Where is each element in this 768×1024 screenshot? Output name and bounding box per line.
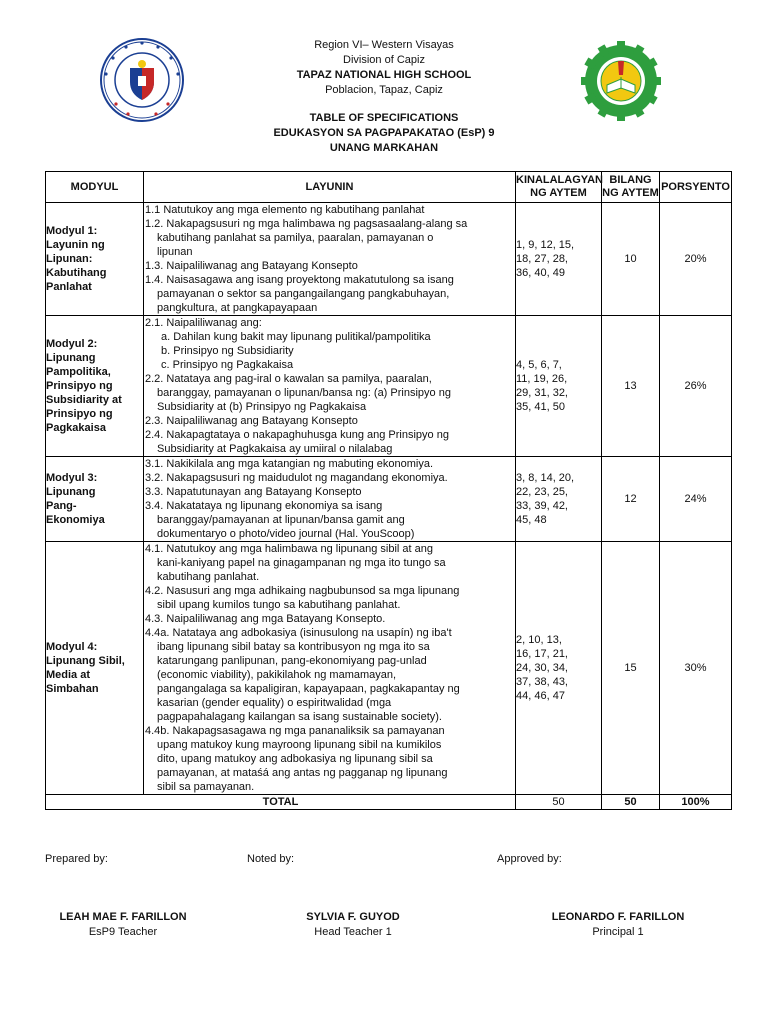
objective-line: 1.4. Naisasagawa ang isang proyektong makatutulong sa isang [145, 274, 454, 286]
objective-item [144, 485, 515, 499]
noted-by-label: Noted by: [247, 853, 295, 865]
total-items: 50 [516, 795, 602, 810]
layunin-cell [144, 457, 516, 542]
objective-item [144, 471, 515, 485]
objective-line: sibil sa pamayanan. [157, 781, 255, 793]
item-count-cell: 15 [602, 542, 660, 795]
modyul-line: Modyul 2: [46, 338, 98, 350]
item-numbers-line: 24, 30, 34, [516, 662, 568, 674]
objective-line: kani-kaniyang papel na ginagampanan ng mga ito tungo sa [157, 557, 446, 569]
objective-item [144, 273, 515, 315]
item-numbers-line: 16, 17, 21, [516, 648, 568, 660]
objective-item [144, 584, 515, 612]
modyul-line: Subsidiarity at [46, 394, 122, 406]
modyul-line: Media at [46, 669, 91, 681]
objective-line: 2.4. Nakapagtataya o nakapaghuhusga kung ang Prinsipyo ng [145, 429, 449, 441]
objective-item [144, 612, 515, 626]
objective-item [144, 414, 515, 428]
objective-line: 4.3. Naipaliliwanag ang mga Batayang Konsepto. [145, 613, 386, 625]
objective-line: 1.1 Natutukoy ang mga elemento ng kabutihang panlahat [145, 204, 425, 216]
modyul-line: Lipunang Sibil, [46, 655, 125, 667]
objective-line: pamayanan o sektor sa pangangailangang pangkabuhayan, [157, 288, 450, 300]
prepared-by-block [48, 910, 198, 940]
objective-item [144, 330, 515, 372]
objective-item [144, 372, 515, 414]
objective-line: pagpapahalagang kailangan sa isang sustainable society). [157, 711, 442, 723]
objective-line: kabutihang panlahat sa pamilya, paaralan, pamayanan o [157, 232, 434, 244]
objective-line: 4.4b. Nakapagsasagawa ng mga pananaliksik sa pamayanan [145, 725, 445, 737]
objective-line: dokumentaryo o photo/video journal (Hal. YouScoop) [157, 528, 415, 540]
modyul-line: Prinsipyo ng [46, 380, 113, 392]
objective-line: pamayanan, at mataśá ang antas ng pagganap ng lipunang [157, 767, 448, 779]
header-layunin: LAYUNIN [144, 172, 516, 203]
modyul-cell [46, 457, 144, 542]
table-header-row [46, 172, 732, 203]
modyul-cell [46, 316, 144, 457]
item-numbers-line: 45, 48 [516, 514, 547, 526]
total-count: 50 [602, 795, 660, 810]
layunin-cell [144, 542, 516, 795]
modyul-cell [46, 542, 144, 795]
objective-item [144, 499, 515, 541]
item-numbers-line: 4, 5, 6, 7, [516, 359, 562, 371]
header-bilang [602, 172, 660, 203]
objective-line: 1.3. Naipaliliwanag ang Batayang Konsepto [145, 260, 358, 272]
objective-item [144, 259, 515, 273]
objective-line: 2.3. Naipaliliwanag ang Batayang Konsepto [145, 415, 358, 427]
item-numbers-line: 1, 9, 12, 15, [516, 239, 575, 251]
header-porsyento: PORSYENTO [660, 172, 732, 203]
item-numbers-line: 2, 10, 13, [516, 634, 562, 646]
percent-cell: 26% [660, 316, 732, 457]
approved-by-block [528, 910, 708, 940]
item-numbers-line: 18, 27, 28, [516, 253, 568, 265]
table-row [46, 457, 732, 542]
item-placement-cell [516, 316, 602, 457]
objective-line: Subsidiarity at Pagkakaisa ay umiiral o nilalabag [157, 443, 393, 455]
modyul-cell [46, 203, 144, 316]
sub-objective-line: c. Prinsipyo ng Pagkakaisa [161, 359, 294, 371]
item-placement-cell [516, 203, 602, 316]
modyul-line: Panlahat [46, 281, 92, 293]
objective-item [144, 217, 515, 259]
modyul-line: Pampolitika, [46, 366, 111, 378]
objective-line: 3.3. Napatutunayan ang Batayang Konsepto [145, 486, 362, 498]
modyul-line: Prinsipyo ng [46, 408, 113, 420]
document-title-block [0, 111, 768, 156]
item-placement-cell [516, 542, 602, 795]
objective-line: Subsidiarity at (b) Prinsipyo ng Pagkakaisa [157, 401, 367, 413]
item-numbers-line: 35, 41, 50 [516, 401, 565, 413]
objective-line: 1.2. Nakapagsusuri ng mga halimbawa ng pagsasaalang-alang sa [145, 218, 468, 230]
objective-line: 3.4. Nakatataya ng lipunang ekonomiya sa isang [145, 500, 383, 512]
sub-objective-line: a. Dahilan kung bakit may lipunang pulitikal/pampolitika [161, 331, 431, 343]
sub-objective-line: b. Prinsipyo ng Subsidiarity [161, 345, 294, 357]
table-of-specifications [45, 171, 732, 810]
item-numbers-line: 37, 38, 43, [516, 676, 568, 688]
percent-cell: 24% [660, 457, 732, 542]
subject-title: EDUKASYON SA PAGPAPAKATAO (EsP) 9 [273, 127, 495, 139]
objective-item [144, 626, 515, 724]
table-row [46, 203, 732, 316]
document-title: TABLE OF SPECIFICATIONS [309, 112, 459, 124]
item-numbers-line: 22, 23, 25, [516, 486, 568, 498]
objective-item [144, 203, 515, 217]
table-row [46, 542, 732, 795]
modyul-line: Ekonomiya [46, 514, 105, 526]
objective-item [144, 316, 515, 330]
objective-line: lipunan [157, 246, 193, 258]
objective-line: ibang lipunang sibil batay sa kontribusyon ng mga ito sa [157, 641, 430, 653]
objective-item [144, 428, 515, 456]
objective-line: 4.2. Nasusuri ang mga adhikaing nagbubunsod sa mga lipunang [145, 585, 460, 597]
modyul-line: Modyul 4: [46, 641, 98, 653]
total-label: TOTAL [46, 795, 516, 810]
approved-by-name: LEONARDO F. FARILLON [551, 911, 685, 923]
modyul-line: Lipunan: [46, 253, 93, 265]
noted-by-block [278, 910, 428, 940]
division-text: Division of Capiz [343, 54, 425, 66]
header-kinalalagyan [516, 172, 602, 203]
noted-by-name: SYLVIA F. GUYOD [306, 911, 400, 923]
total-percent: 100% [660, 795, 732, 810]
item-numbers-line: 3, 8, 14, 20, [516, 472, 575, 484]
item-count-cell: 13 [602, 316, 660, 457]
modyul-line: Pagkakaisa [46, 422, 106, 434]
item-count-cell: 12 [602, 457, 660, 542]
objective-line: baranggay/pamayanan at lipunan/bansa gamit ang [157, 514, 405, 526]
header-bilang-line2: NG AYTEM [602, 187, 659, 199]
objective-line: upang matukoy kung mayroong lipunang sibil na kumikilos [157, 739, 442, 751]
objective-line: 4.4a. Natataya ang adbokasiya (isinusulong na usapín) ng iba't [145, 627, 452, 639]
school-name: TAPAZ NATIONAL HIGH SCHOOL [296, 69, 472, 81]
modyul-line: Kabutihang [46, 267, 107, 279]
header-bilang-line1: BILANG [609, 174, 652, 186]
objective-line: dito, upang matukoy ang adbokasiya ng lipunang sibil sa [157, 753, 433, 765]
approved-by-label: Approved by: [497, 853, 562, 865]
noted-by-title: Head Teacher 1 [314, 926, 392, 938]
approved-by-title: Principal 1 [592, 926, 644, 938]
item-placement-cell [516, 457, 602, 542]
modyul-line: Lipunang [46, 486, 96, 498]
quarter-title: UNANG MARKAHAN [329, 142, 439, 154]
modyul-line: Lipunang [46, 352, 96, 364]
percent-cell: 30% [660, 542, 732, 795]
modyul-line: Simbahan [46, 683, 99, 695]
objective-line: (economic viability), pakikilahok ng mamamayan, [157, 669, 397, 681]
header-kinalalagyan-line1: KINALALAGYAN [516, 174, 603, 186]
objective-line: sibil upang kumilos tungo sa kabutihang panlahat. [157, 599, 401, 611]
table-row [46, 316, 732, 457]
item-numbers-line: 36, 40, 49 [516, 267, 565, 279]
layunin-cell [144, 316, 516, 457]
prepared-by-title: EsP9 Teacher [88, 926, 158, 938]
item-numbers-line: 11, 19, 26, [516, 373, 568, 385]
total-row [46, 795, 732, 810]
objective-line: katarungang panlipunan, pang-ekonomiyang pag-unlad [157, 655, 427, 667]
item-numbers-line: 33, 39, 42, [516, 500, 568, 512]
header-kinalalagyan-line2: NG AYTEM [530, 187, 587, 199]
item-count-cell: 10 [602, 203, 660, 316]
objective-line: 2.1. Naipaliliwanag ang: [145, 317, 262, 329]
region-text: Region VI– Western Visayas [314, 39, 454, 51]
objective-line: kasarian (gender equality) o espiritwalidad (mga [157, 697, 392, 709]
item-numbers-line: 29, 31, 32, [516, 387, 568, 399]
objective-line: 3.2. Nakapagsusuri ng maidudulot ng magandang ekonomiya. [145, 472, 448, 484]
modyul-line: Modyul 1: [46, 225, 98, 237]
objective-line: pangkultura, at pangkapayapaan [157, 302, 318, 314]
prepared-by-name: LEAH MAE F. FARILLON [59, 911, 187, 923]
table-body [46, 203, 732, 795]
modyul-line: Pang- [46, 500, 77, 512]
objective-line: pangangalaga sa kapaligiran, kapayapaan, pagkakapantay ng [157, 683, 460, 695]
objective-line: 2.2. Natataya ang pag-iral o kawalan sa pamilya, paaralan, [145, 373, 432, 385]
modyul-line: Modyul 3: [46, 472, 98, 484]
layunin-cell [144, 203, 516, 316]
header-modyul: MODYUL [46, 172, 144, 203]
objective-item [144, 542, 515, 584]
percent-cell: 20% [660, 203, 732, 316]
objective-item [144, 724, 515, 794]
school-address: Poblacion, Tapaz, Capiz [325, 84, 443, 96]
objective-line: kabutihang panlahat. [157, 571, 260, 583]
prepared-by-label: Prepared by: [45, 853, 108, 865]
objective-line: 4.1. Natutukoy ang mga halimbawa ng lipunang sibil at ang [145, 543, 434, 555]
objective-line: baranggay, pamayanan o lipunan/bansa ng: (a) Prinsipyo ng [157, 387, 451, 399]
objective-line: 3.1. Nakikilala ang mga katangian ng mabuting ekonomiya. [145, 458, 434, 470]
modyul-line: Layunin ng [46, 239, 105, 251]
objective-item [144, 457, 515, 471]
item-numbers-line: 44, 46, 47 [516, 690, 565, 702]
document-header [0, 38, 768, 98]
